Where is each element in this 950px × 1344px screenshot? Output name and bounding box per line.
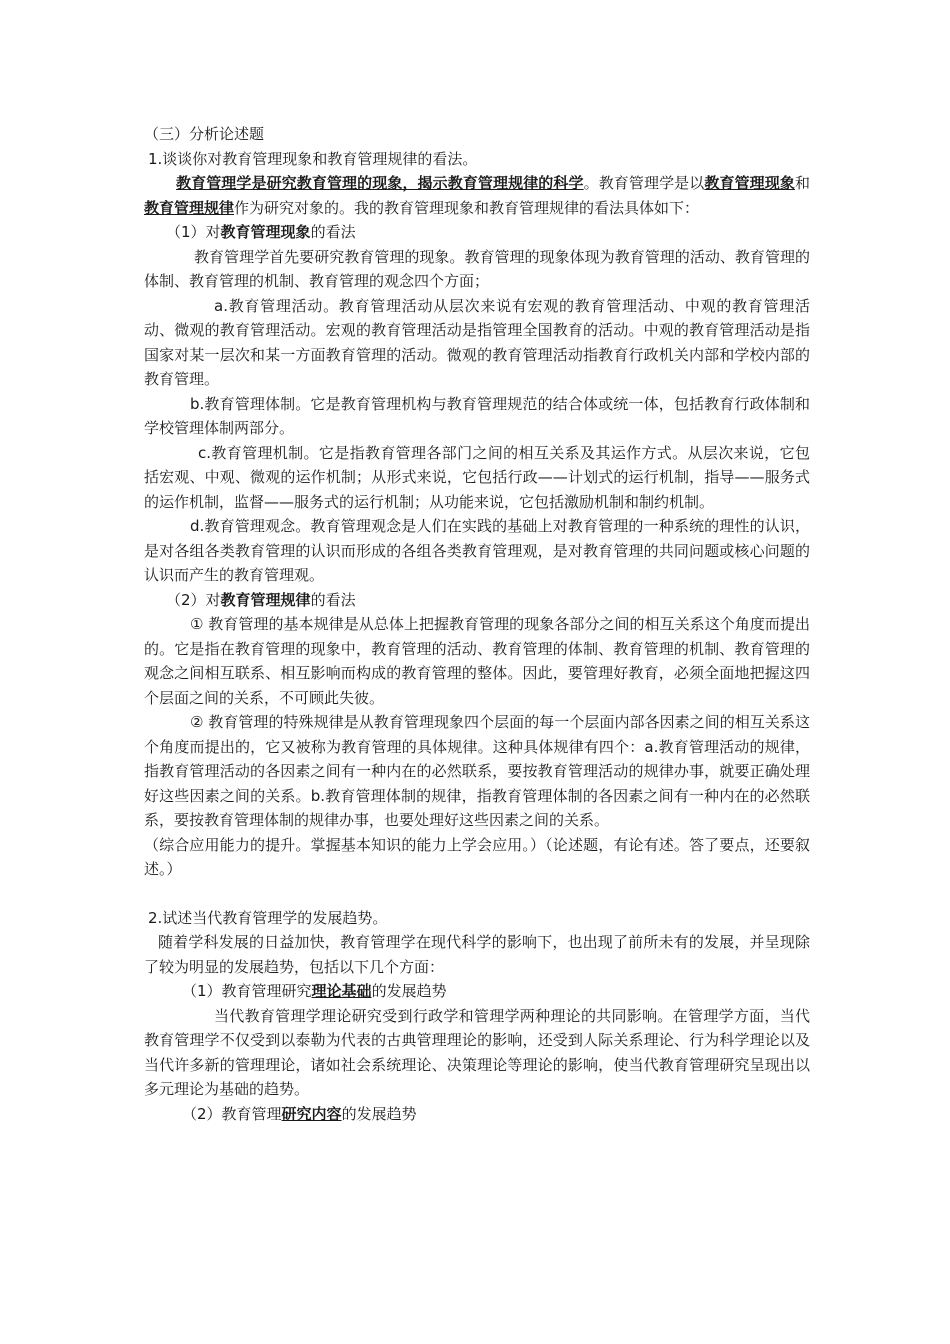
- question-1-intro: 教育管理学是研究教育管理的现象，揭示教育管理规律的科学。教育管理学是以教育管理现象和教育管理规律作为研究对象的。我的教育管理现象和教育管理规律的看法具体如下：: [144, 174, 810, 217]
- question-2-intro: 随着学科发展的日益加快，教育管理学在现代科学的影响下，也出现了前所未有的发展，并呈现除了较为明显的发展趋势，包括以下几个方面：: [144, 933, 810, 976]
- part-1-body: 教育管理学首先要研究教育管理的现象。教育管理的现象体现为教育管理的活动、教育管理的体制、教育管理的机制、教育管理的观念四个方面；: [144, 247, 810, 290]
- intro-bold-phenomenon: 教育管理现象: [704, 174, 795, 192]
- item-d: d.教育管理观念。教育管理观念是人们在实践的基础上对教育管理的一种系统的理性的认识，是对各组各类教育管理的认识而形成的各组各类教育管理观，是对教育管理的共同问题或核心问题的认识而产生的教育管理观。: [144, 517, 810, 584]
- note: （综合应用能力的提升。掌握基本知识的能力上学会应用。）（论述题，有论有述。答了要点，还要叙述。）: [144, 835, 810, 878]
- section-heading: （三）分析论述题: [144, 125, 265, 143]
- intro-bold-law: 教育管理规律: [144, 198, 235, 217]
- law-2: ② 教育管理的特殊规律是从教育管理现象四个层面的每一个层面内部各因素之间的相互关系这个角度而提出的，它又被称为教育管理的具体规律。这种具体规律有四个：a.教育管理活动的规律，指教育管理活动的各因素之间有一种内在的必然联系，要按教育管理活动的规律办事，就要正确处理好这些因素之间的关系。b.教育管理体制的规律，指教育管理体制的各因素之间有一种内在的必然联系，要按教育管理体制的规律办事，也要处理好这些因素之间的关系。: [144, 713, 810, 829]
- document-body: [144, 122, 810, 1126]
- question-1-title: 1.谈谈你对教育管理现象和教育管理规律的看法。: [148, 149, 478, 168]
- intro-bold-definition: 教育管理学是研究教育管理的现象，揭示教育管理规律的科学: [176, 174, 584, 192]
- question-2-title: 2.试述当代教育管理学的发展趋势。: [148, 908, 388, 927]
- item-b: b.教育管理体制。它是教育管理机构与教育管理规范的结合体或统一体，包括教育行政体制和学校管理体制两部分。: [144, 394, 810, 437]
- q2-part-1-heading: （1）教育管理研究理论基础的发展趋势: [182, 982, 447, 1000]
- law-1: ① 教育管理的基本规律是从总体上把握教育管理的现象各部分之间的相互关系这个角度而提出的。它是指在教育管理的现象中，教育管理的活动、教育管理的体制、教育管理的机制、教育管理的观念之间相互联系、相互影响而构成的教育管理的整体。因此，要管理好教育，必须全面地把握这四个层面之间的关系，不可顾此失彼。: [144, 615, 810, 707]
- item-a: a.教育管理活动。教育管理活动从层次来说有宏观的教育管理活动、中观的教育管理活动、微观的教育管理活动。宏观的教育管理活动是指管理全国教育的活动。中观的教育管理活动是指国家对某一层次和某一方面教育管理的活动。微观的教育管理活动指教育行政机关内部和学校内部的教育管理。: [144, 296, 810, 388]
- q2-part-2-heading: （2）教育管理研究内容的发展趋势: [182, 1104, 417, 1123]
- q2-part-1-body: 当代教育管理学理论研究受到行政学和管理学两种理论的共同影响。在管理学方面，当代教育管理学不仅受到以泰勒为代表的古典管理理论的影响，还受到人际关系理论、行为科学理论以及当代许多新的管理理论，诸如社会系统理论、决策理论等理论的影响，使当代教育管理研究呈现出以多元理论为基础的趋势。: [144, 1006, 810, 1098]
- item-c: c.教育管理机制。它是指教育管理各部门之间的相互关系及其运作方式。从层次来说，它包括宏观、中观、微观的运作机制；从形式来说，它包括行政——计划式的运行机制，指导——服务式的运作机制，监督——服务式的运行机制；从功能来说，它包括激励机制和制约机制。: [144, 443, 810, 511]
- spacer: [144, 882, 810, 906]
- part-2-heading: （2）对教育管理规律的看法: [166, 590, 356, 609]
- part-1-heading: （1）对教育管理现象的看法: [166, 223, 356, 241]
